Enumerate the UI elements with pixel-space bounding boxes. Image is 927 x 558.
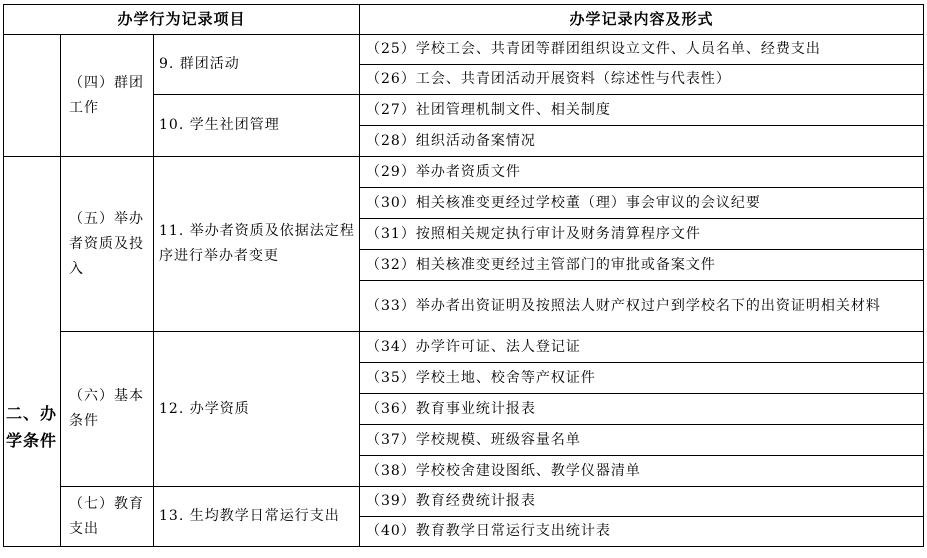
content-cell: （40）教育教学日常运行支出统计表: [360, 517, 924, 547]
content-cell: （33）举办者出资证明及按照法人财产权过户到学校名下的出资证明相关材料: [360, 281, 924, 332]
table-row: [4, 35, 924, 65]
content-cell: （38）学校校舍建设图纸、教学仪器清单: [360, 456, 924, 487]
content-cell: （34）办学许可证、法人登记证: [360, 332, 924, 363]
content-cell: （27）社团管理机制文件、相关制度: [360, 95, 924, 126]
section-cell-empty: [4, 35, 61, 157]
item-cell: 11. 举办者资质及依据法定程序进行举办者变更: [154, 157, 360, 332]
records-table: [3, 4, 924, 547]
content-cell: （26）工会、共青团活动开展资料（综述性与代表性）: [360, 65, 924, 95]
table-row: [4, 157, 924, 188]
content-cell: （37）学校规模、班级容量名单: [360, 425, 924, 456]
section-label: 二、办学条件: [6, 403, 58, 450]
content-cell: （39）教育经费统计报表: [360, 487, 924, 517]
header-row: [4, 5, 924, 35]
item-cell: 12. 办学资质: [154, 332, 360, 487]
content-cell: （28）组织活动备案情况: [360, 126, 924, 157]
header-project: 办学行为记录项目: [4, 5, 360, 35]
content-cell: （31）按照相关规定执行审计及财务清算程序文件: [360, 219, 924, 250]
content-cell: （36）教育事业统计报表: [360, 394, 924, 425]
subcategory-cell: （六）基本条件: [61, 332, 154, 487]
header-content: 办学记录内容及形式: [360, 5, 924, 35]
content-cell: （30）相关核准变更经过学校董（理）事会审议的会议纪要: [360, 188, 924, 219]
item-cell: 10. 学生社团管理: [154, 95, 360, 157]
content-cell: （32）相关核准变更经过主管部门的审批或备案文件: [360, 250, 924, 281]
content-cell: （35）学校土地、校舍等产权证件: [360, 363, 924, 394]
subcategory-cell: （四）群团工作: [61, 35, 154, 157]
table-row: [4, 332, 924, 363]
subcategory-cell: （七）教育支出: [61, 487, 154, 547]
content-cell: （29）举办者资质文件: [360, 157, 924, 188]
section-cell: [4, 157, 61, 547]
item-cell: 9. 群团活动: [154, 35, 360, 95]
item-cell: 13. 生均教学日常运行支出: [154, 487, 360, 547]
content-cell: （25）学校工会、共青团等群团组织设立文件、人员名单、经费支出: [360, 35, 924, 65]
table-row: [4, 487, 924, 517]
subcategory-cell: （五）举办者资质及投入: [61, 157, 154, 332]
